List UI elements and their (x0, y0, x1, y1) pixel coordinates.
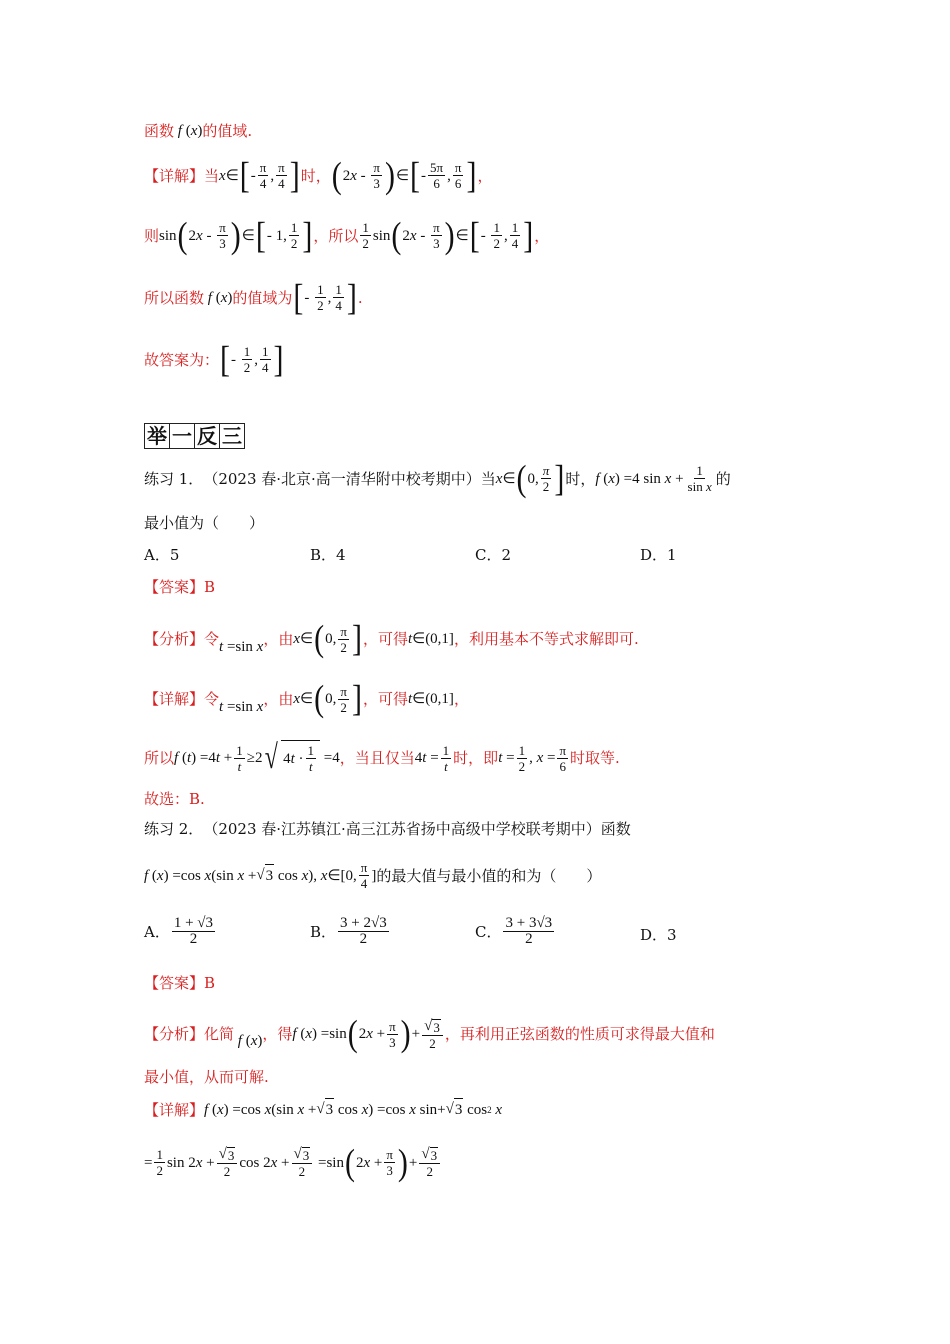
text: 故答案为： (144, 350, 220, 369)
math-expand: f ( x ) =cos x (sin x + √ 3 cos x ) =cos x sin+ √ 3 cos 2 x (204, 1098, 502, 1121)
option-label: A． (144, 546, 170, 564)
option-fraction (503, 916, 554, 947)
section-title-char: 一 (169, 423, 195, 449)
text: ，由 (263, 630, 294, 648)
math-fx: f ( x ) (207, 289, 233, 306)
math-expand-2: = $\frac{1}{2}$ sin 2 x + √ 3 2 cos 2 x + √ 3 2 =sin ( 2 x + $\frac{\pi}{3}$ ) + √ 3 2 (144, 1146, 442, 1179)
option-label: C． (475, 922, 502, 941)
option-num: 3 + 2√3 (340, 915, 387, 931)
ex1-analysis (144, 617, 639, 659)
text: ，当且仅当 (339, 749, 415, 767)
ex2-option-a (144, 916, 217, 947)
math-interval: x ∈ [ - $\frac{\pi}{4}$ , $\frac{\pi}{4}$ ] (219, 154, 300, 196)
math-fx: f ( x ) (237, 1033, 263, 1049)
ex1-option-d (640, 544, 677, 566)
section-title-char: 反 (194, 423, 220, 449)
option-den: 2 (359, 931, 368, 947)
math-eq-cond: 4 t = $\frac{1}{t}$ (414, 742, 450, 774)
option-label: A． (144, 922, 170, 941)
text: 当 (204, 166, 220, 185)
answer-tag: 【答案】 (144, 974, 205, 992)
answer-value: B (204, 974, 216, 992)
text: ，再利用正弦函数的性质可求得最大值和 (444, 1025, 715, 1043)
math-domain: x ∈ ( 0, $\frac{\pi}{2}$ ] (293, 617, 362, 659)
text: 的最大值与最小值的和为（ ） (376, 866, 602, 885)
math-am-gm: f ( t ) =4 t + $\frac{1}{t}$ ≥2 √ 4 t · $\frac{1}{t}$ =4 (174, 739, 340, 776)
text: 所以函数 (144, 288, 205, 307)
option-num: 1 + √3 (173, 915, 214, 931)
text: ，可得 (362, 630, 408, 648)
section-title-char: 举 (144, 423, 170, 449)
math-sub: t =sin x (219, 699, 264, 715)
option-num: 3 + 3√3 (505, 915, 553, 931)
section-title-char: 三 (219, 423, 245, 449)
option-value: 5 (169, 546, 180, 564)
ex2-question (144, 818, 631, 840)
ex1-question-tail (144, 512, 264, 534)
text: 故选：B. (144, 790, 205, 808)
text: ，由 (263, 690, 294, 708)
ex2-label: 练习 2． (144, 820, 204, 838)
text: 的值域. (202, 122, 253, 140)
ex1-detail: 【详解】 令 t =sin x ，由 x ∈ ( 0, $\frac{\pi}{2}$ ] ，可得 t ∈(0,1] ， (144, 677, 469, 719)
option-label: B． (310, 546, 337, 564)
ex1-inequality (144, 740, 620, 776)
ex1-option-c (475, 544, 511, 566)
ex2-answer (144, 972, 215, 994)
math-domain: x ∈ ( 0, $\frac{\pi}{2}$ ] (495, 457, 565, 499)
text: 时， (300, 166, 331, 185)
text: ，所以 (313, 226, 359, 245)
math-function: f ( x ) =cos x (sin x + √ 3 cos x ), x ∈[0, $\frac{\pi}{4}$ ] (144, 860, 377, 891)
math-domain: x ∈ ( 0, $\frac{\pi}{2}$ ] (293, 677, 362, 719)
section-title (144, 423, 244, 449)
detail-tag: 【详解】 (144, 166, 205, 185)
math-simplified: f ( x ) =sin ( 2 x + $\frac{\pi}{3}$ ) + √ 3 2 (292, 1018, 444, 1051)
option-label: C． (475, 546, 502, 564)
math-fx: f ( x ) (177, 123, 203, 139)
ex1-label: 练习 1． (144, 469, 204, 488)
option-value: 1 (667, 546, 677, 564)
text: 最小值为（ ） (144, 514, 265, 532)
ex2-function (144, 860, 601, 891)
math-solution: t = $\frac{1}{2}$ , x = $\frac{\pi}{6}$ (498, 742, 567, 774)
answer-tag: 【答案】 (144, 578, 205, 596)
text: 的值域为 (232, 288, 293, 307)
intro-answer-line (144, 338, 285, 380)
ex1-source: （2023 春·北京·高一清华附中校考期中）当 (203, 469, 496, 488)
text: 的 (715, 469, 731, 488)
option-fraction (172, 916, 215, 947)
math-sin-range: sin ( 2 x - $\frac{\pi}{3}$ ) ∈ [ - 1, $\frac{1}{2}$ ] (159, 214, 313, 256)
text: ，可得 (362, 690, 408, 708)
option-fraction (338, 916, 389, 947)
math-answer: [ - $\frac{1}{2}$ , $\frac{1}{4}$ ] (220, 338, 284, 380)
intro-detail-line: 【详解】 当 x ∈ [ - $\frac{\pi}{4}$ , $\frac{\pi}{4}$ ] 时， ( 2 x - $\frac{\pi}{3}$ ) ∈ [ - $\frac{5\pi}{6}$ , $\frac{\pi}{6}$ ] ， (144, 154, 493, 196)
ex2-detail-2 (144, 1141, 442, 1183)
option-value: 4 (336, 546, 346, 564)
math-function: f ( x ) =4 sin x + $\frac{1}{\text{sin x}}$ (595, 463, 712, 494)
analysis-tag: 【分析】 (144, 630, 205, 648)
option-value: 2 (501, 546, 512, 564)
text: 函数 (144, 122, 175, 140)
ex2-source: （2023 春·江苏镇江·高三江苏省扬中高级中学校联考期中）函数 (203, 820, 631, 838)
text: 最小值，从而可解. (144, 1068, 269, 1086)
ex2-option-b (310, 916, 391, 947)
option-label: B． (310, 922, 337, 941)
text: 化简 (204, 1025, 235, 1043)
math-t-range: t ∈(0,1] (407, 691, 454, 707)
option-label: D． (640, 926, 668, 944)
answer-value: B (204, 578, 216, 596)
option-den: 2 (189, 931, 198, 947)
text: 时，即 (453, 749, 499, 767)
option-label: D． (640, 546, 668, 564)
math-t-range: t ∈(0,1] (407, 631, 454, 647)
text: 时， (565, 469, 596, 488)
ex2-analysis (144, 1012, 715, 1054)
text: ，利用基本不等式求解即可. (453, 630, 639, 648)
option-value: 3 (667, 926, 677, 944)
ex1-conclusion (144, 788, 205, 810)
math-interval-2: ( 2 x - $\frac{\pi}{3}$ ) ∈ [ - $\frac{5\pi}{6}$ , $\frac{\pi}{6}$ ] (331, 154, 477, 196)
math-range: [ - $\frac{1}{2}$ , $\frac{1}{4}$ ] (293, 276, 357, 318)
ex2-option-c (475, 916, 556, 947)
text: 时取等. (570, 749, 620, 767)
intro-line-sin: 则 sin ( 2 x - $\frac{\pi}{3}$ ) ∈ [ - 1, $\frac{1}{2}$ ] ，所以 $\frac{1}{2}$ sin ( 2 x - $\frac{\pi}{3}$ ) ∈ [ - $\frac{1}{2}$ , $\frac{1}{4}$ ] ， (144, 214, 550, 256)
text: 令 (204, 630, 220, 648)
math-half-sin-range: $\frac{1}{2}$ sin ( 2 x - $\frac{\pi}{3}$ ) ∈ [ - $\frac{1}{2}$ , $\frac{1}{4}$ ] (362, 214, 534, 256)
option-den: 2 (525, 931, 533, 947)
ex2-detail (144, 1098, 502, 1121)
analysis-tag: 【分析】 (144, 1025, 205, 1043)
ex2-option-d (640, 924, 677, 946)
ex2-analysis-tail (144, 1066, 269, 1088)
detail-tag: 【详解】 (144, 690, 205, 708)
math-sub: t =sin x (219, 639, 264, 655)
text: ，得 (262, 1025, 293, 1043)
ex1-option-b (310, 544, 346, 566)
intro-line-conclusion: 所以函数 f ( x ) 的值域为 [ - $\frac{1}{2}$ , $\frac{1}{4}$ ] . (144, 276, 363, 318)
detail-tag: 【详解】 (144, 1100, 205, 1119)
ex1-option-a (144, 544, 179, 566)
text: 所以 (144, 749, 175, 767)
text: 则 (144, 226, 160, 245)
ex1-answer (144, 576, 215, 598)
ex1-question (144, 457, 731, 499)
text: 令 (204, 690, 220, 708)
intro-line-range (144, 120, 252, 142)
